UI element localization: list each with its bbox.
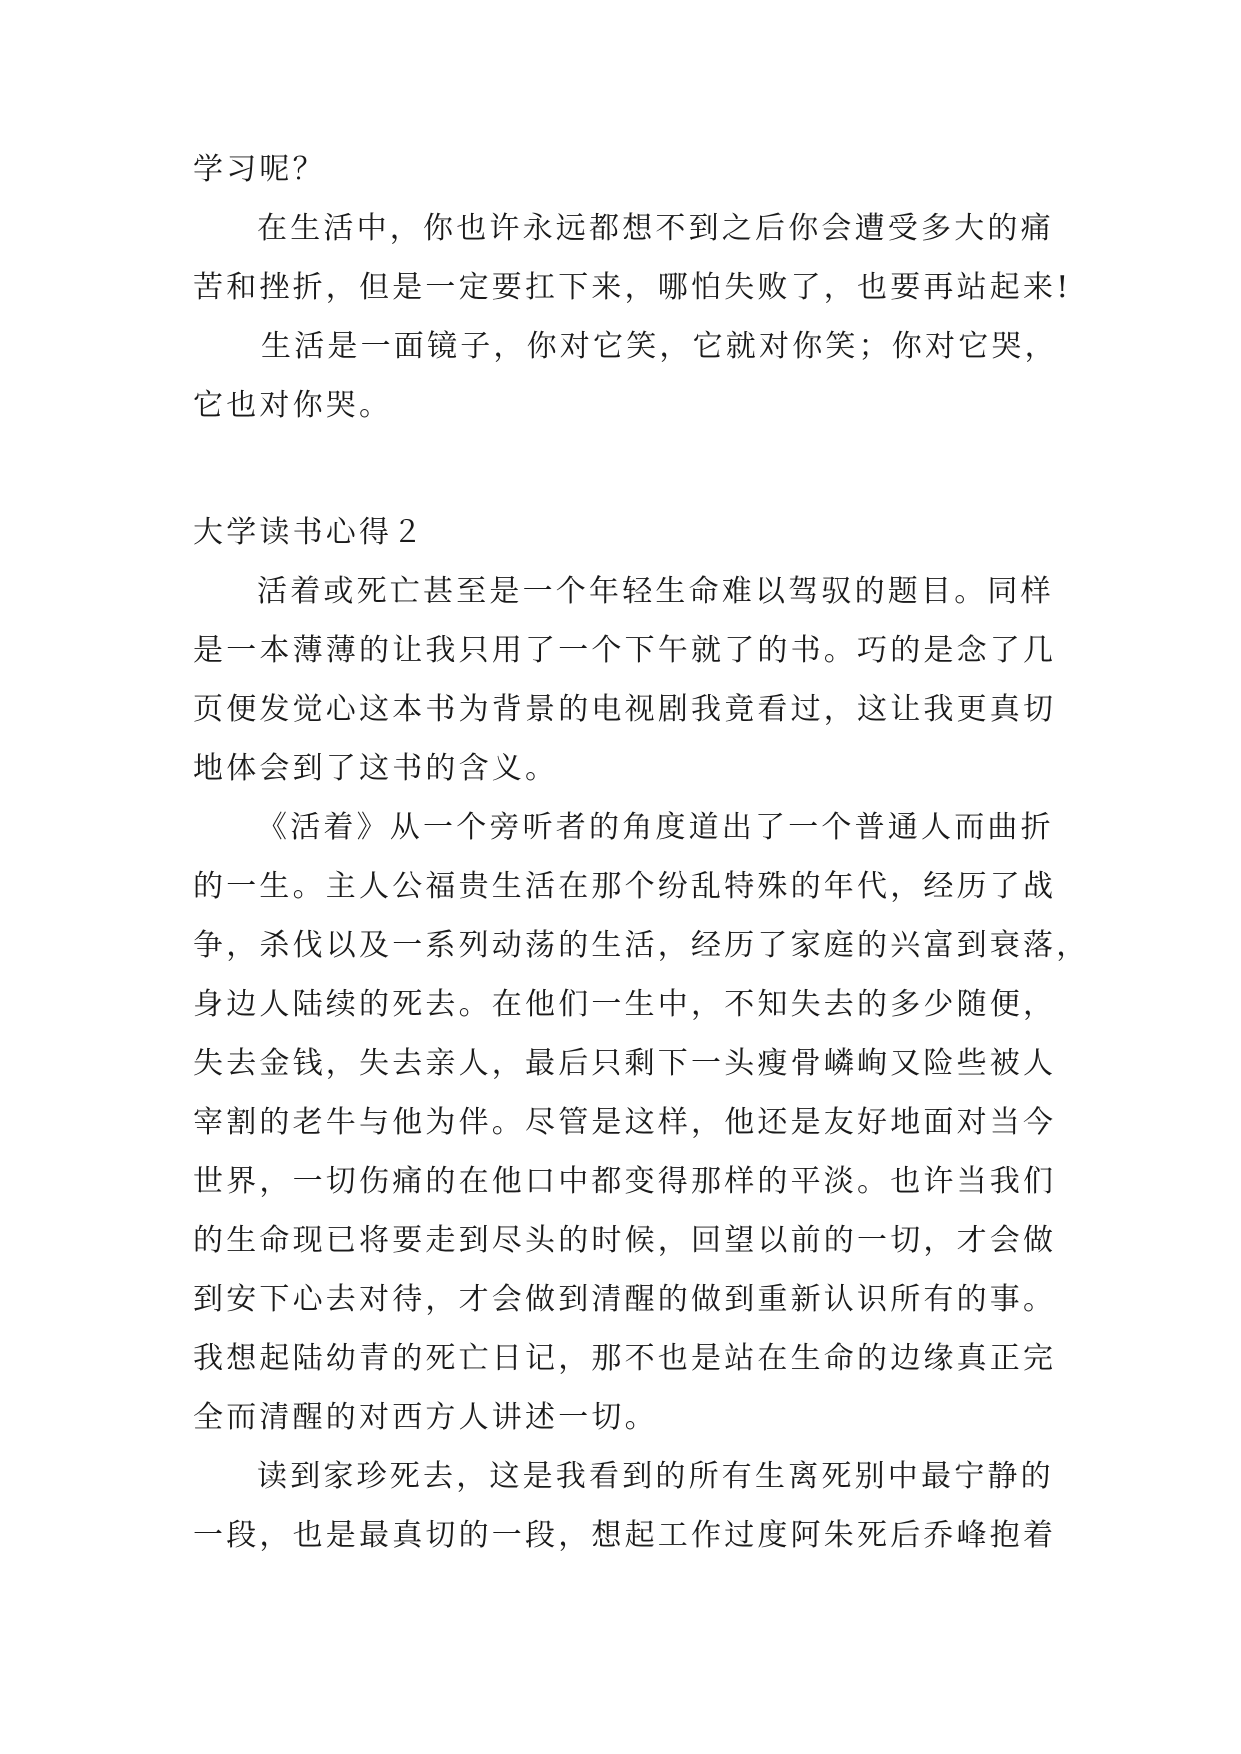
text-line: 世界，一切伤痛的在他口中都变得那样的平淡。也许当我们 — [193, 1164, 1057, 1199]
paragraph-1 — [193, 562, 1055, 798]
text-line: 读到家珍死去，这是我看到的所有生离死别中最宁静的 — [257, 1459, 1054, 1494]
text-line: 宰割的老牛与他为伴。尽管是这样，他还是友好地面对当今 — [193, 1105, 1057, 1140]
paragraph-3 — [193, 1447, 1055, 1565]
text-line: 的生命现已将要走到尽头的时候，回望以前的一切，才会做 — [193, 1223, 1057, 1258]
text-line: 一段，也是最真切的一段，想起工作过度阿朱死后乔峰抱着 — [193, 1518, 1057, 1553]
section-1 — [193, 140, 1072, 435]
text-line: 我想起陆幼青的死亡日记，那不也是站在生命的边缘真正完 — [193, 1341, 1057, 1376]
text-line: 生活是一面镜子，你对它笑，它就对你笑；你对它哭， — [261, 329, 1058, 364]
text-line: 《活着》从一个旁听者的角度道出了一个普通人而曲折 — [257, 810, 1054, 845]
text-line: 它也对你哭。 — [193, 388, 393, 423]
text-line: 活着或死亡甚至是一个年轻生命难以驾驭的题目。同样 — [257, 574, 1054, 609]
text-line: 页便发觉心这本书为背景的电视剧我竟看过，这让我更真切 — [193, 692, 1057, 727]
text-line: 全而清醒的对西方人讲述一切。 — [193, 1400, 658, 1435]
text-line: 争，杀伐以及一系列动荡的生活，经历了家庭的兴富到衰落， — [193, 928, 1090, 963]
text-line: 地体会到了这书的含义。 — [193, 751, 559, 786]
text-line: 学习呢？ — [193, 152, 326, 187]
text-line: 身边人陆续的死去。在他们一生中，不知失去的多少随便， — [193, 987, 1057, 1022]
section-2 — [193, 503, 1090, 1565]
text-line: 到安下心去对待，才会做到清醒的做到重新认识所有的事。 — [193, 1282, 1057, 1317]
text-line: 的一生。主人公福贵生活在那个纷乱特殊的年代，经历了战 — [193, 869, 1057, 904]
text-line: 是一本薄薄的让我只用了一个下午就了的书。巧的是念了几 — [193, 633, 1057, 668]
paragraph-2 — [193, 798, 1090, 1447]
text-line: 失去金钱，失去亲人，最后只剩下一头瘦骨嶙峋又险些被人 — [193, 1046, 1057, 1081]
section-heading: 大学读书心得２ — [193, 515, 426, 550]
text-line: 苦和挫折，但是一定要扛下来，哪怕失败了，也要再站起来! — [193, 270, 1072, 305]
text-line: 在生活中，你也许永远都想不到之后你会遭受多大的痛 — [257, 211, 1054, 246]
